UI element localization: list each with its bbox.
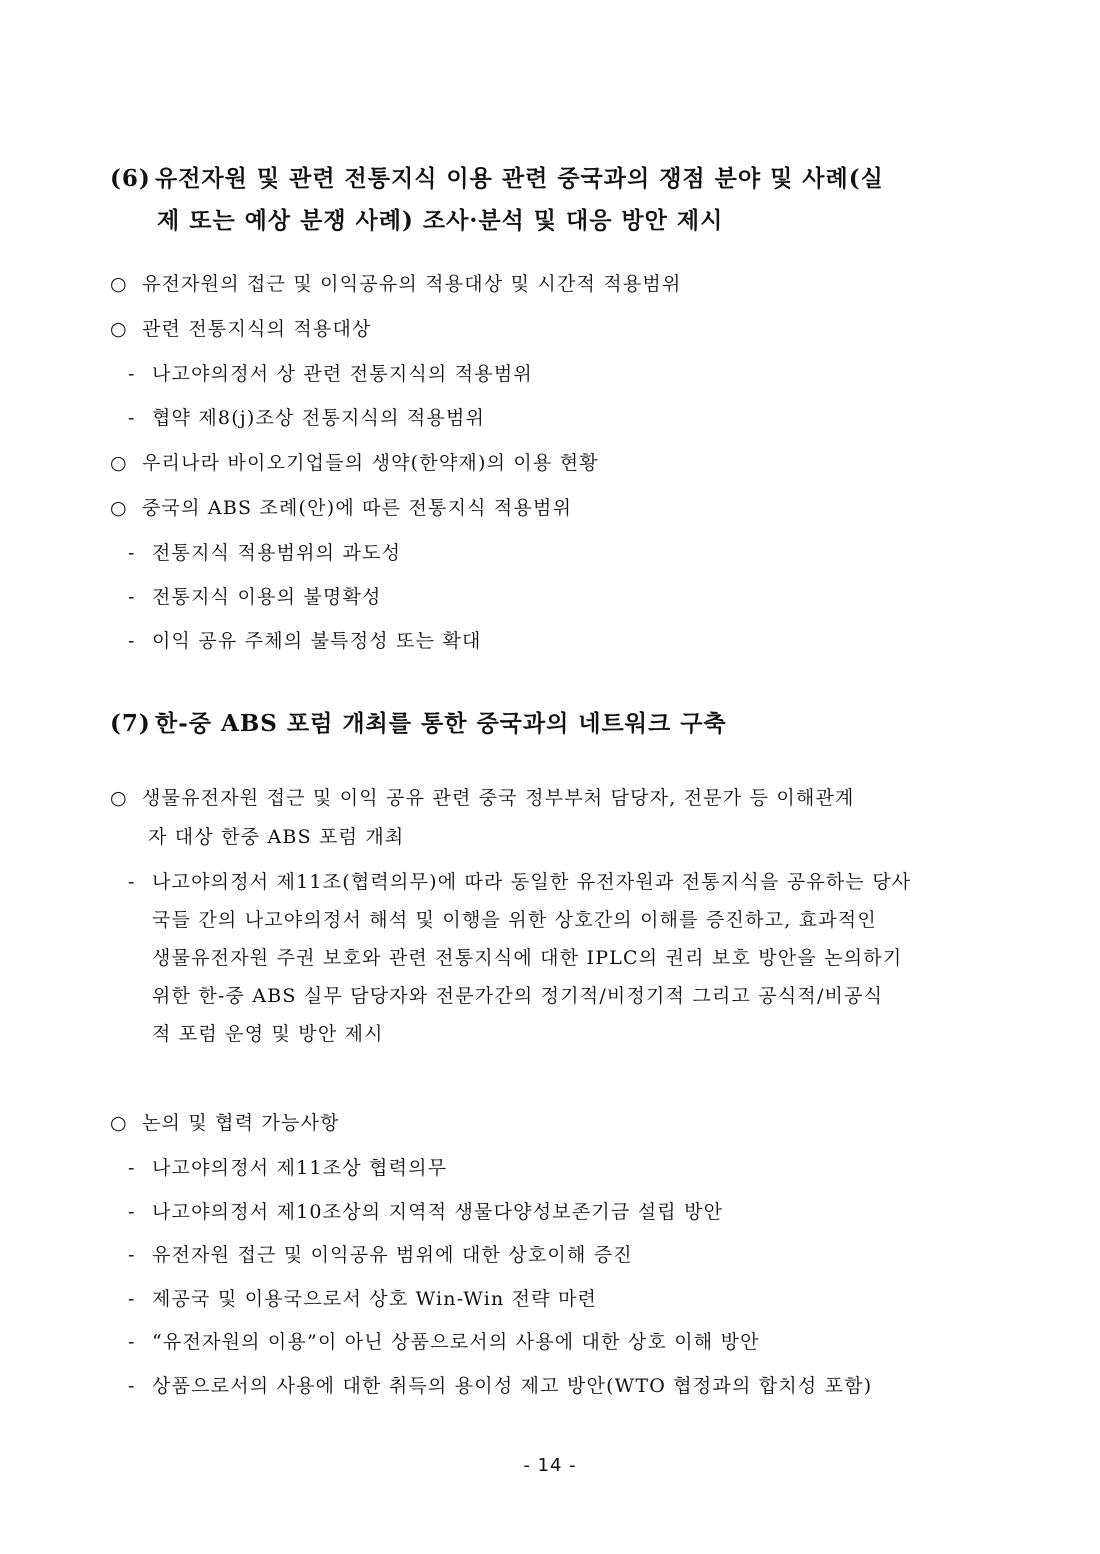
section-7-subitem [128, 1153, 1018, 1183]
circle-bullet-icon: ○ [110, 318, 128, 340]
item-text: 나고야의정서 상 관련 전통지식의 적용범위 [152, 363, 533, 385]
dash-bullet-icon: - [128, 407, 136, 429]
item-text: 제공국 및 이용국으로서 상호 Win-Win 전략 마련 [152, 1288, 598, 1310]
section-6-item [110, 493, 1000, 523]
section-6-item [110, 269, 1000, 299]
section-7-subitem-continuation [152, 981, 1042, 1011]
item-text: 나고야의정서 제11조상 협력의무 [152, 1157, 448, 1179]
dash-bullet-icon: - [128, 1244, 136, 1266]
section-6-title-line2: 제 또는 예상 분쟁 사례) 조사·분석 및 대응 방안 제시 [157, 207, 724, 234]
circle-bullet-icon: ○ [110, 497, 128, 519]
item-text: 적 포럼 운영 및 방안 제시 [152, 1023, 384, 1045]
section-7-subitem [128, 1371, 1018, 1401]
item-text: 중국의 ABS 조례(안)에 따른 전통지식 적용범위 [142, 497, 573, 519]
section-7-subitem-continuation [152, 943, 1042, 973]
circle-bullet-icon: ○ [110, 273, 128, 295]
item-text: 상품으로서의 사용에 대한 취득의 용이성 제고 방안(WTO 협정과의 합치성 포함) [152, 1375, 873, 1397]
section-7-heading [110, 703, 990, 745]
section-6-item [110, 314, 1000, 344]
section-7-subitem [128, 1327, 1018, 1357]
section-7-subitem-continuation [152, 1019, 1042, 1049]
item-text: 유전자원 접근 및 이익공유 범위에 대한 상호이해 증진 [152, 1244, 633, 1266]
dash-bullet-icon: - [128, 363, 136, 385]
section-6-heading [110, 158, 990, 242]
section-6-title-line1: 유전자원 및 관련 전통지식 이용 관련 중국과의 쟁점 분야 및 사례(실 [155, 165, 884, 192]
section-7-item [110, 1108, 1000, 1138]
section-6-subitem [128, 582, 1018, 612]
item-text: “유전자원의 이용”이 아닌 상품으로서의 사용에 대한 상호 이해 방안 [152, 1331, 760, 1353]
section-7-subitem [128, 1197, 1018, 1227]
dash-bullet-icon: - [128, 871, 136, 893]
section-7-subitem [128, 1240, 1018, 1270]
page-number: - 14 - [523, 1455, 577, 1476]
section-6-subitem [128, 538, 1018, 568]
section-6-subitem [128, 359, 1018, 389]
dash-bullet-icon: - [128, 1375, 136, 1397]
section-6-subitem [128, 626, 1018, 656]
item-text: 관련 전통지식의 적용대상 [142, 318, 372, 340]
dash-bullet-icon: - [128, 542, 136, 564]
item-text: 논의 및 협력 가능사항 [142, 1112, 340, 1134]
section-6-subitem [128, 403, 1018, 433]
dash-bullet-icon: - [128, 1157, 136, 1179]
section-7-subitem [128, 1284, 1018, 1314]
item-text: 유전자원의 접근 및 이익공유의 적용대상 및 시간적 적용범위 [142, 273, 682, 295]
item-text: 전통지식 이용의 불명확성 [152, 586, 382, 608]
item-text: 생물유전자원 주권 보호와 관련 전통지식에 대한 IPLC의 권리 보호 방안을 논의하기 [152, 947, 903, 969]
dash-bullet-icon: - [128, 1288, 136, 1310]
item-text: 국들 간의 나고야의정서 해석 및 이행을 위한 상호간의 이해를 증진하고, 효과적인 [152, 909, 877, 931]
dash-bullet-icon: - [128, 1201, 136, 1223]
item-text: 자 대상 한중 ABS 포럼 개최 [148, 826, 405, 848]
dash-bullet-icon: - [128, 630, 136, 652]
item-text: 전통지식 적용범위의 과도성 [152, 542, 402, 564]
section-7-number: (7) [110, 710, 151, 737]
dash-bullet-icon: - [128, 586, 136, 608]
section-7-subitem [128, 867, 1018, 897]
section-7-item [110, 783, 1000, 813]
section-7-subitem-continuation [152, 905, 1042, 935]
circle-bullet-icon: ○ [110, 452, 128, 474]
circle-bullet-icon: ○ [110, 1112, 128, 1134]
item-text: 우리나라 바이오기업들의 생약(한약재)의 이용 현황 [142, 452, 599, 474]
dash-bullet-icon: - [128, 1331, 136, 1353]
item-text: 나고야의정서 제11조(협력의무)에 따라 동일한 유전자원과 전통지식을 공유하는 당사 [152, 871, 912, 893]
item-text: 이익 공유 주체의 불특정성 또는 확대 [152, 630, 482, 652]
section-6-number: (6) [110, 165, 151, 192]
item-text: 생물유전자원 접근 및 이익 공유 관련 중국 정부부처 담당자, 전문가 등 이해관계 [142, 787, 855, 809]
section-7-item-continuation [148, 822, 1038, 852]
item-text: 나고야의정서 제10조상의 지역적 생물다양성보존기금 설립 방안 [152, 1201, 724, 1223]
section-6-item [110, 448, 1000, 478]
section-7-title: 한-중 ABS 포럼 개최를 통한 중국과의 네트워크 구축 [155, 710, 727, 737]
circle-bullet-icon: ○ [110, 787, 128, 809]
item-text: 위한 한-중 ABS 실무 담당자와 전문가간의 정기적/비정기적 그리고 공식적/비공식 [152, 985, 884, 1007]
item-text: 협약 제8(j)조상 전통지식의 적용범위 [152, 407, 486, 429]
